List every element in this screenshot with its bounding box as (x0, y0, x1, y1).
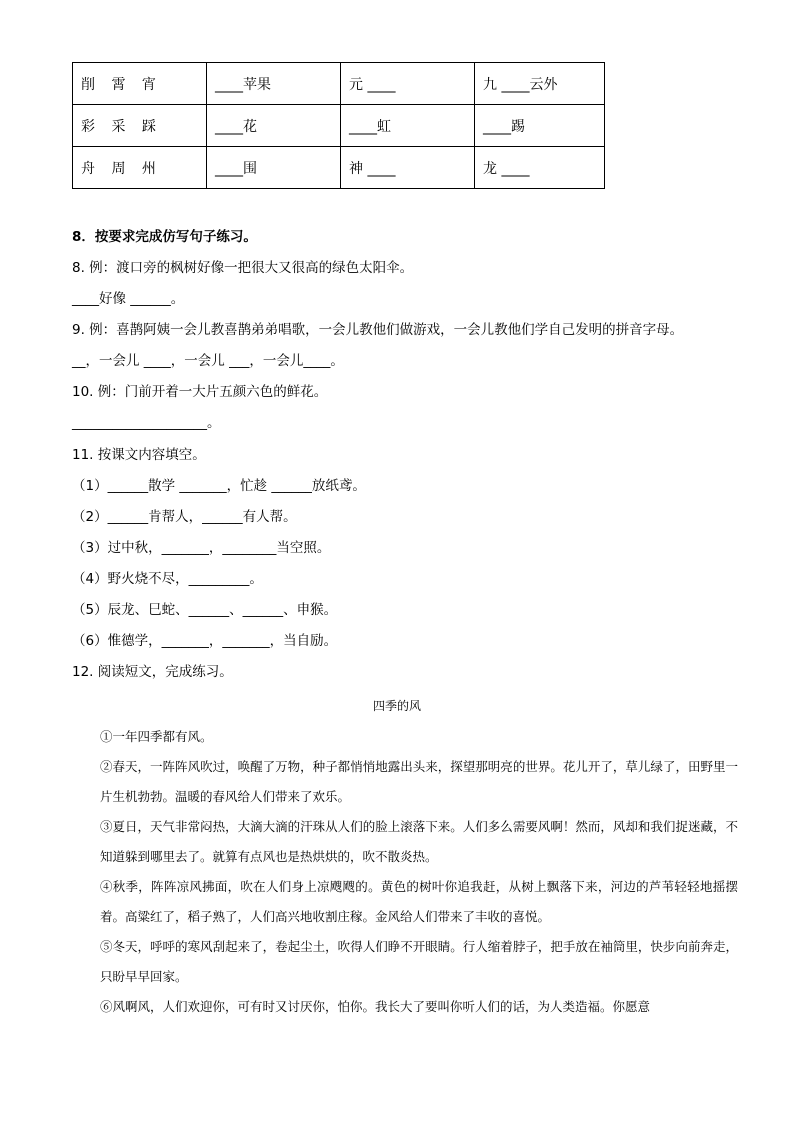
table-cell[interactable]: ____苹果 (207, 63, 341, 105)
word-fill-table (72, 62, 605, 189)
question-10-example: 10. 例：门前开着一大片五颜六色的鲜花。 (72, 384, 328, 400)
section-heading: 8．按要求完成仿写句子练习。 (72, 229, 257, 245)
story-paragraph (72, 992, 738, 1022)
question-8-example: 8. 例：渡口旁的枫树好像一把很大又很高的绿色太阳伞。 (72, 260, 414, 276)
table-cell: 彩 采 踩 (73, 105, 207, 147)
story-paragraph-text: ⑤冬天，呼呼的寒风刮起来了，卷起尘土，吹得人们睁不开眼睛。行人缩着脖子，把手放在袖筒里，快步向前奔走，只盼早早回家。 (100, 939, 738, 984)
table-row (73, 147, 605, 189)
question-11-item[interactable]: （2）______肯帮人，______有人帮。 (72, 509, 297, 525)
table-cell[interactable]: ____围 (207, 147, 341, 189)
question-11-item[interactable]: （6）惟德学，_______，_______，当自励。 (72, 633, 338, 649)
question-9-example: 9. 例：喜鹊阿姨一会儿教喜鹊弟弟唱歌，一会儿教他们做游戏，一会儿教他们学自己发明的拼音字母。 (72, 322, 684, 338)
question-12-title: 12. 阅读短文，完成练习。 (72, 664, 233, 680)
question-10-answer[interactable]: ____________________。 (72, 415, 221, 431)
story-paragraph (72, 722, 738, 752)
story-paragraph (72, 752, 738, 812)
story-paragraph-text: ③夏日，天气非常闷热，大滴大滴的汗珠从人们的脸上滚落下来。人们多么需要风啊！然而，风却和我们捉迷藏，不知道躲到哪里去了。就算有点风也是热烘烘的，吹不散炎热。 (100, 819, 738, 864)
table-cell[interactable]: ____踢 (475, 105, 605, 147)
table-cell[interactable]: 九 ____云外 (475, 63, 605, 105)
table-cell[interactable]: 神 ____ (341, 147, 475, 189)
question-8-answer[interactable]: ____好像 ______。 (72, 291, 185, 307)
question-11-title: 11. 按课文内容填空。 (72, 447, 206, 463)
table-cell: 削 霄 宵 (73, 63, 207, 105)
table-cell[interactable]: 元 ____ (341, 63, 475, 105)
table-row (73, 63, 605, 105)
question-11-item[interactable]: （5）辰龙、巳蛇、______、______、申猴。 (72, 602, 338, 618)
story-paragraph-text: ②春天，一阵阵风吹过，唤醒了万物，种子都悄悄地露出头来，探望那明亮的世界。花儿开了，草儿绿了，田野里一片生机勃勃。温暖的春风给人们带来了欢乐。 (100, 759, 738, 804)
story-paragraph-text: ①一年四季都有风。 (100, 729, 213, 744)
table-cell[interactable]: ____虹 (341, 105, 475, 147)
story-paragraph (72, 812, 738, 872)
question-11-item[interactable]: （1）______散学 _______，忙趁 ______放纸鸢。 (72, 478, 366, 494)
story-paragraph (72, 932, 738, 992)
table-cell: 舟 周 州 (73, 147, 207, 189)
question-11-item[interactable]: （4）野火烧不尽，_________。 (72, 571, 263, 587)
table-row (73, 105, 605, 147)
question-9-answer[interactable]: __，一会儿 ____，一会儿 ___，一会儿____。 (72, 353, 344, 369)
table-cell[interactable]: ____花 (207, 105, 341, 147)
story-paragraph (72, 872, 738, 932)
question-11-item[interactable]: （3）过中秋，_______，________当空照。 (72, 540, 331, 556)
story-paragraph-text: ④秋季，阵阵凉风拂面，吹在人们身上凉飕飕的。黄色的树叶你追我赶，从树上飘落下来，河边的芦苇轻轻地摇摆着。高粱红了，稻子熟了，人们高兴地收割庄稼。金风给人们带来了丰收的喜悦。 (100, 879, 738, 924)
story-paragraph-text: ⑥风啊风，人们欢迎你，可有时又讨厌你，怕你。我长大了要叫你听人们的话，为人类造福。你愿意 (100, 999, 651, 1014)
table-cell[interactable]: 龙 ____ (475, 147, 605, 189)
story-title: 四季的风 (372, 699, 421, 713)
